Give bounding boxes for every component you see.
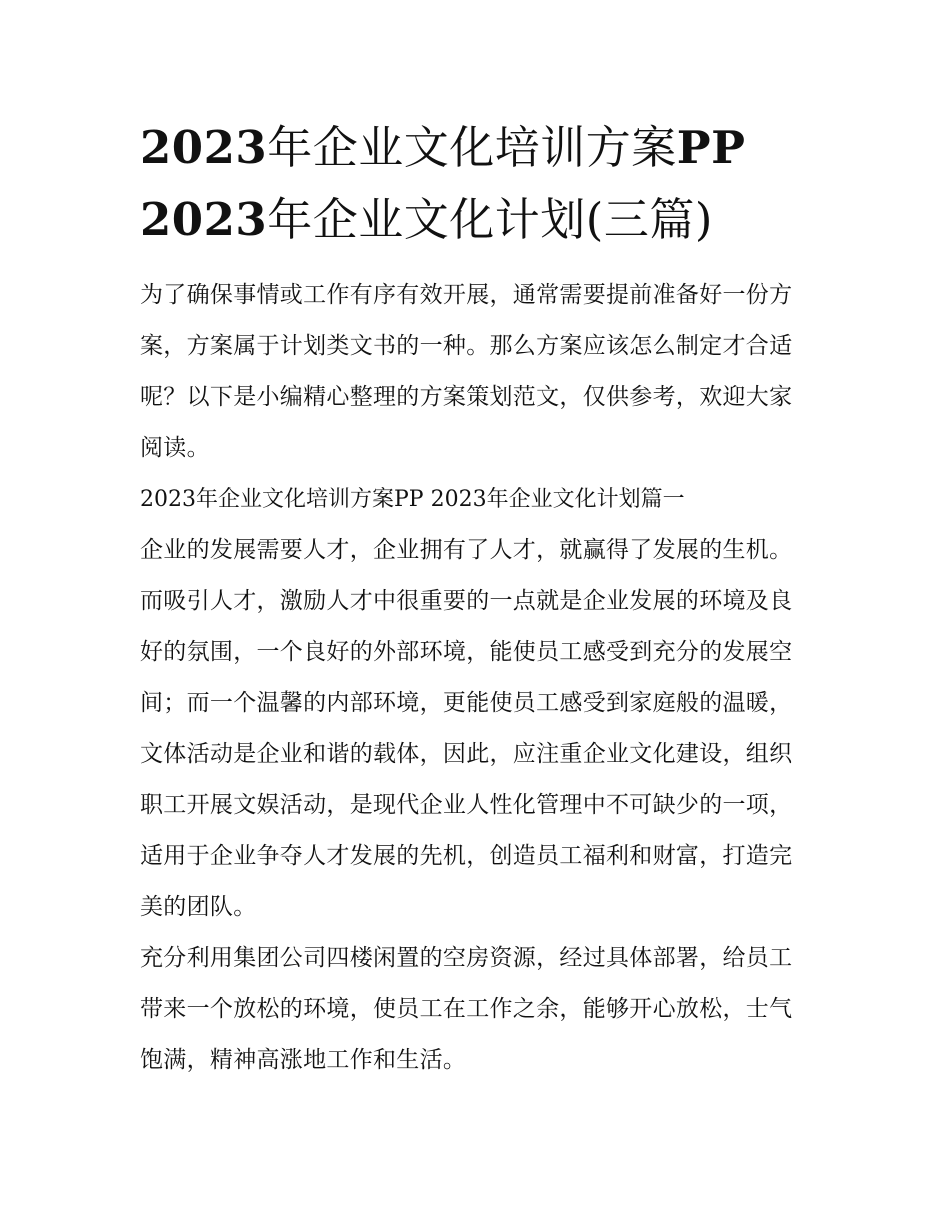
- section-heading: 2023年企业文化培训方案PP 2023年企业文化计划篇一: [140, 487, 685, 512]
- title-text: 年企业文化计划: [267, 193, 586, 246]
- title-line-2: [140, 184, 812, 256]
- body-paragraph-2: 充分利用集团公司四楼闲置的空房资源，经过具体部署，给员工带来一个放松的环境，使员工在工作之余，能够开心放松，士气饱满，精神高涨地工作和生活。: [140, 945, 793, 1073]
- title-suffix: PP: [676, 121, 746, 174]
- title-line-1: [140, 112, 812, 184]
- document-title: [140, 112, 812, 256]
- title-suffix: (三篇): [585, 193, 713, 246]
- title-year: 2023: [140, 121, 268, 174]
- title-year: 2023: [140, 193, 268, 246]
- title-text: 年企业文化培训方案: [267, 121, 677, 174]
- document-body: [140, 112, 812, 1086]
- intro-paragraph: 为了确保事情或工作有序有效开展，通常需要提前准备好一份方案，方案属于计划类文书的一种。那么方案应该怎么制定才合适呢？以下是小编精心整理的方案策划范文，仅供参考，欢迎大家阅读。: [140, 282, 793, 461]
- body-paragraph-1: 企业的发展需要人才，企业拥有了人才，就赢得了发展的生机。而吸引人才，激励人才中很重要的一点就是企业发展的环境及良好的氛围，一个良好的外部环境，能使员工感受到充分的发展空间；而一个温馨的内部环境，更能使员工感受到家庭般的温暖，文体活动是企业和谐的载体，因此，应注重企业文化建设，组织职工开展文娱活动，是现代企业人性化管理中不可缺少的一项，适用于企业争夺人才发展的先机，创造员工福利和财富，打造完美的团队。: [140, 537, 793, 920]
